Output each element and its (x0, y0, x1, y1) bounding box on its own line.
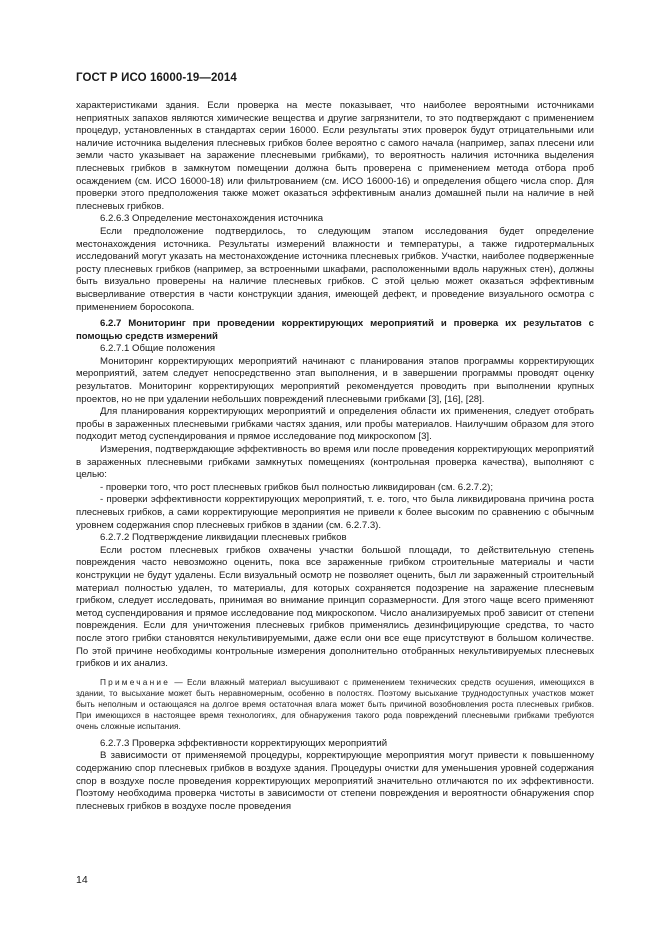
list-item-2: - проверки эффективности корректирующих мероприятий, т. е. того, что была ликвидирована причина роста плесневых грибков, а сами корректирующие мероприятия не привели к более высоким по сравнению с обычным уровнем содержания спор плесневых грибков в здании (см. 6.2.7.3). (76, 494, 594, 531)
section-heading-6-2-7-2: 6.2.7.2 Подтверждение ликвидации плесневых грибков (100, 532, 347, 544)
paragraph-planning: Для планирования корректирующих мероприятий и определения области их применения, следует отобрать пробы в зараженных плесневыми грибками частях здания, или пробы материалов. Наилучшим образом для этого подходит метод суспендирования и прямое исследование под микроскопом [3]. (76, 406, 594, 443)
section-heading-6-2-7: 6.2.7 Мониторинг при проведении корректирующих мероприятий и проверка их результатов с помощью средств измерений (76, 318, 594, 342)
note-text: — Если влажный материал высушивают с применением технических средств осушения, имеющихся в здании, то высыхание может быть неравномерным, особенно в полостях. Поэтому высыхание труднодоступных участков может быть неполным и остающаяся на долгое время остаточная влага может быть причиной возобновления роста плесневых грибков. При имеющихся в настоящее время технологиях, для обнаружения такого рода повреждений плесневыми грибками требуются очень сложные испытания. (76, 676, 594, 731)
section-heading-6-2-7-3: 6.2.7.3 Проверка эффективности корректирующих мероприятий (100, 737, 388, 749)
paragraph-effectiveness: В зависимости от применяемой процедуры, корректирующие мероприятия могут привести к повышенному содержанию спор плесневых грибков в воздухе здания. Процедуры очистки для уменьшения уровней содержания спор в воздухе после проведения корректирующих мероприятий значительно отличаются по их эффективности. Поэтому необходима проверка чистоты в зависимости от степени повреждения и вероятности обнаружения спор плесневых грибков в воздухе после проведения (76, 750, 594, 812)
paragraph-measurements: Измерения, подтверждающие эффективность во время или после проведения корректирующих мероприятий в зараженных плесневыми грибками замкнутых помещениях (контрольная проверка качества), выполняют с целью: (76, 444, 594, 481)
section-heading-6-2-6-3: 6.2.6.3 Определение местонахождения источника (100, 213, 324, 225)
paragraph-continuation: характеристиками здания. Если проверка на месте показывает, что наиболее вероятными источниками неприятных запахов являются химические вещества и другие загрязнители, то это подтверждают с применением процедур, установленных в стандартах серии 16000. Если результаты этих проверок будут отрицательными или наличие источника выделения плесневых грибков более вероятно с самого начала (например, запах плесени или земли часто указывает на заражение плесневыми грибками), то вероятность наличия источника выделения плесневых грибков в замкнутом помещении должна быть проверена с применением метода отбора проб осаждением (см. ИСО 16000-18) или фильтрованием (см. ИСО 16000-16) и определения общего числа спор. Для проверки этого предположения также может оказаться эффективным анализ домашней пыли на наличие в ней плесневых грибков. (76, 100, 594, 212)
document-header: ГОСТ Р ИСО 16000-19—2014 (76, 72, 237, 84)
list-item-1: - проверки того, что рост плесневых грибков был полностью ликвидирован (см. 6.2.7.2); (100, 481, 494, 493)
paragraph-monitoring: Мониторинг корректирующих мероприятий начинают с планирования этапов программы корректирующих мероприятий, затем следует непосредственно этап выполнения, и в завершении программы проводят оценку результатов. Мониторинг корректирующих мероприятий рекомендуется проводить при выполнении крупных проектов, но не при удалении небольших повреждений плесневыми грибками [3], [16], [28]. (76, 355, 594, 405)
section-heading-6-2-7-1: 6.2.7.1 Общие положения (100, 343, 216, 355)
note-label: Примечание (100, 676, 171, 687)
page-number: 14 (76, 874, 88, 886)
paragraph-elimination: Если ростом плесневых грибков охвачены участки большой площади, то действительную степень повреждения часто невозможно оценить, пока все зараженные грибком строительные материалы и части конструкции не будут удалены. Если визуальный осмотр не позволяет оценить, был ли зараженный строительный материал полностью удален, то материалы, для которых сохраняется подозрение на заражение плесневым грибком, следует исследовать, принимая во внимание принцип соразмерности. Для этого чаще всего применяют метод суспендирования и прямое исследование под микроскопом. Число анализируемых проб зависит от степени повреждения. Если для уничтожения плесневых грибков применялись дезинфицирующие средства, то часто после этого грибки становятся некультивируемыми, даже если они все еще присутствуют в большом количестве. По этой причине необходимы контрольные измерения дополнительно отобранных некультивируемых плесневых грибков и их анализ. (76, 544, 594, 670)
paragraph-source-location: Если предположение подтвердилось, то следующим этапом исследования будет определение местонахождения источника. Результаты измерений влажности и температуры, а также гидротермальных исследований могут указать на местонахождение источника плесневых грибков. Участки, наиболее подверженные росту плесневых грибков (например, за встроенными шкафами, расположенными вдоль наружных стен), должны быть визуально проверены на наличие плесневых грибков. С этой целью может оказаться эффективным высверливание отверстия в части конструкции здания, имеющей дефект, и проведение визуального осмотра с применением боросокопа. (76, 225, 594, 313)
note-block (76, 677, 594, 732)
